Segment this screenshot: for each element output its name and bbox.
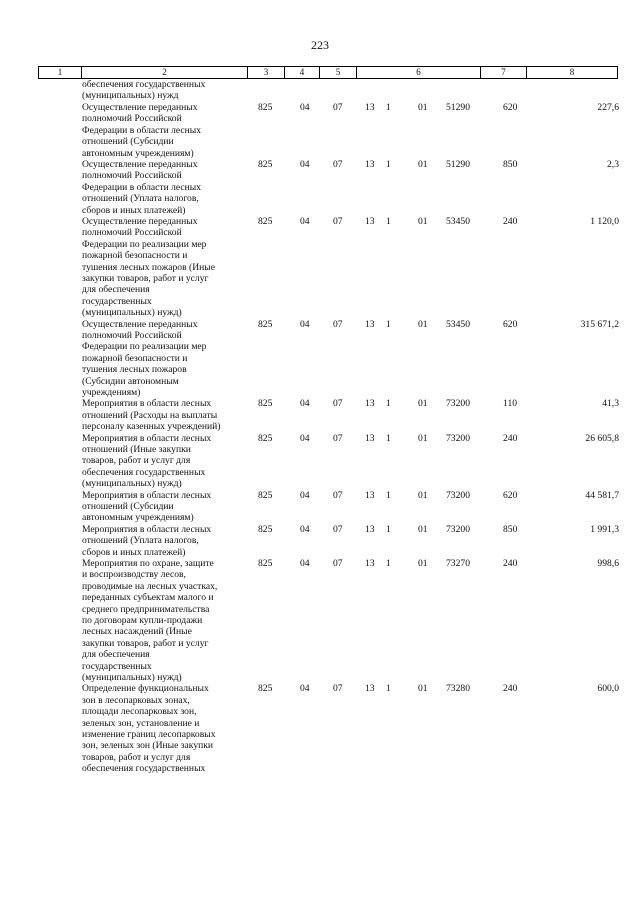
- row-description: Осуществление переданных полномочий Российской Федерации в области лесных отношений (Уплата налогов, сборов и иных платежей): [82, 159, 202, 216]
- cell-c4: 04: [300, 159, 310, 170]
- cell-c6b: 1: [386, 489, 391, 501]
- table-row: [0, 102, 640, 159]
- cell-c6c: 01: [418, 523, 428, 535]
- table-row: [0, 490, 640, 524]
- cell-c5: 07: [333, 318, 343, 330]
- cell-c7: 620: [503, 318, 518, 330]
- header-col-2: 2: [81, 67, 247, 78]
- cell-c6a: 13: [365, 523, 375, 535]
- cell-c7: 240: [503, 557, 518, 569]
- cell-c7: 620: [503, 489, 518, 501]
- cell-c8: 998,6: [597, 557, 619, 569]
- cell-c5: 07: [333, 683, 343, 695]
- cell-c7: 240: [503, 683, 518, 695]
- cell-c6d: 53450: [446, 216, 470, 227]
- header-col-1: 1: [57, 67, 63, 77]
- cell-c7: 850: [503, 523, 518, 535]
- cell-c6b: 1: [386, 523, 391, 535]
- cell-c7: 110: [503, 398, 518, 410]
- row-description: Определение функциональных зон в лесопарковых зонах, площади лесопарковых зон, зеленых зон, установление и изменение границ лесопарковых зон, зеленых зон (Иные закупки товаров, работ и услуг для обеспечения государственных: [82, 683, 216, 775]
- cell-c7: 620: [503, 102, 518, 113]
- continuation-text: обеспечения государственных (муниципальных) нужд: [82, 79, 206, 102]
- cell-c6c: 01: [418, 557, 428, 569]
- table-row: [0, 216, 640, 319]
- row-description: Осуществление переданных полномочий Российской Федерации по реализации мер пожарной безопасности и тушения лесных пожаров (Субсидии автономным учреждениям): [82, 318, 207, 399]
- cell-c3: 825: [258, 489, 273, 501]
- cell-c6a: 13: [365, 489, 375, 501]
- cell-c5: 07: [333, 523, 343, 535]
- cell-c4: 04: [300, 557, 310, 569]
- cell-c6b: 1: [386, 557, 391, 569]
- cell-c6c: 01: [418, 398, 428, 410]
- row-description: Мероприятия в области лесных отношений (Иные закупки товаров, работ и услуг для обеспечения государственных (муниципальных) нужд): [82, 432, 212, 490]
- cell-c6a: 13: [365, 102, 375, 113]
- cell-c4: 04: [300, 216, 310, 227]
- cell-c5: 07: [333, 102, 343, 113]
- cell-c6d: 73200: [446, 489, 470, 501]
- cell-c6c: 01: [418, 159, 428, 170]
- cell-c7: 850: [503, 159, 518, 170]
- budget-table-body: [0, 79, 640, 775]
- cell-c6c: 01: [418, 432, 428, 444]
- cell-c5: 07: [333, 432, 343, 444]
- cell-c7: 240: [503, 432, 518, 444]
- table-row: [0, 683, 640, 774]
- cell-c8: 1 991,3: [590, 523, 619, 535]
- cell-c8: 1 120,0: [590, 216, 619, 227]
- cell-c6d: 51290: [446, 102, 470, 113]
- cell-c6d: 73200: [446, 523, 470, 535]
- cell-c6b: 1: [386, 398, 391, 410]
- cell-c3: 825: [258, 102, 273, 113]
- header-col-3: 3: [247, 67, 284, 78]
- cell-c4: 04: [300, 523, 310, 535]
- table-row: [0, 319, 640, 399]
- cell-c6d: 53450: [446, 318, 470, 330]
- cell-c6c: 01: [418, 102, 428, 113]
- cell-c4: 04: [300, 318, 310, 330]
- row-description: Мероприятия по охране, защите и воспроизводству лесов, проводимые на лесных участках, переданных субъектам малого и среднего предпринимательства по договорам купли-продажи лесных насаждений (Иные закупки товаров, работ и услуг для обеспечения государственных (муниципальных) нужд): [82, 557, 218, 684]
- cell-c8: 2,3: [607, 159, 619, 170]
- cell-c6c: 01: [418, 683, 428, 695]
- header-col-4: 4: [284, 67, 319, 78]
- cell-c6b: 1: [386, 159, 391, 170]
- header-col-5: 5: [319, 67, 356, 78]
- cell-c4: 04: [300, 398, 310, 410]
- cell-c6a: 13: [365, 683, 375, 695]
- header-col-6: 6: [356, 67, 480, 78]
- cell-c5: 07: [333, 489, 343, 501]
- cell-c5: 07: [333, 216, 343, 227]
- cell-c3: 825: [258, 159, 273, 170]
- cell-c3: 825: [258, 318, 273, 330]
- cell-c8: 600,0: [597, 683, 619, 695]
- table-row: [0, 433, 640, 490]
- cell-c4: 04: [300, 102, 310, 113]
- cell-c6d: 73270: [446, 557, 470, 569]
- cell-c6d: 73200: [446, 398, 470, 410]
- table-row: [0, 558, 640, 683]
- cell-c6a: 13: [365, 159, 375, 170]
- cell-c6d: 51290: [446, 159, 470, 170]
- cell-c6b: 1: [386, 683, 391, 695]
- cell-c5: 07: [333, 159, 343, 170]
- cell-c6b: 1: [386, 102, 391, 113]
- cell-c5: 07: [333, 557, 343, 569]
- cell-c4: 04: [300, 489, 310, 501]
- cell-c8: 41,3: [602, 398, 619, 410]
- cell-c6d: 73280: [446, 683, 470, 695]
- cell-c6a: 13: [365, 432, 375, 444]
- cell-c6b: 1: [386, 318, 391, 330]
- continuation-row: [0, 79, 640, 102]
- cell-c3: 825: [258, 557, 273, 569]
- header-col-8: 8: [526, 67, 617, 78]
- cell-c6a: 13: [365, 398, 375, 410]
- cell-c6c: 01: [418, 318, 428, 330]
- row-description: Осуществление переданных полномочий Российской Федерации по реализации мер пожарной безопасности и тушения лесных пожаров (Иные закупки товаров, работ и услуг для обеспечения государственных (муниципальных) нужд): [82, 216, 215, 319]
- cell-c8: 44 581,7: [585, 489, 619, 501]
- page-number: 223: [311, 38, 329, 52]
- row-description: Мероприятия в области лесных отношений (Уплата налогов, сборов и иных платежей): [82, 523, 212, 558]
- cell-c7: 240: [503, 216, 518, 227]
- cell-c5: 07: [333, 398, 343, 410]
- table-header: [38, 66, 618, 79]
- table-row: [0, 524, 640, 558]
- cell-c3: 825: [258, 432, 273, 444]
- row-description: Мероприятия в области лесных отношений (Расходы на выплаты персоналу казенных учреждений): [82, 398, 221, 433]
- cell-c3: 825: [258, 398, 273, 410]
- row-description: Мероприятия в области лесных отношений (Субсидии автономным учреждениям): [82, 489, 212, 524]
- cell-c3: 825: [258, 523, 273, 535]
- row-description: Осуществление переданных полномочий Российской Федерации в области лесных отношений (Субсидии автономным учреждениям): [82, 102, 202, 159]
- table-row: [0, 159, 640, 216]
- cell-c6b: 1: [386, 432, 391, 444]
- cell-c8: 227,6: [597, 102, 619, 113]
- cell-c6a: 13: [365, 557, 375, 569]
- cell-c8: 26 605,8: [585, 432, 619, 444]
- cell-c6a: 13: [365, 318, 375, 330]
- cell-c6c: 01: [418, 216, 428, 227]
- cell-c4: 04: [300, 683, 310, 695]
- cell-c6a: 13: [365, 216, 375, 227]
- cell-c6c: 01: [418, 489, 428, 501]
- cell-c6b: 1: [386, 216, 391, 227]
- table-row: [0, 398, 640, 432]
- cell-c3: 825: [258, 216, 273, 227]
- cell-c6d: 73200: [446, 432, 470, 444]
- cell-c8: 315 671,2: [580, 318, 619, 330]
- header-col-7: 7: [480, 67, 526, 78]
- cell-c3: 825: [258, 683, 273, 695]
- cell-c4: 04: [300, 432, 310, 444]
